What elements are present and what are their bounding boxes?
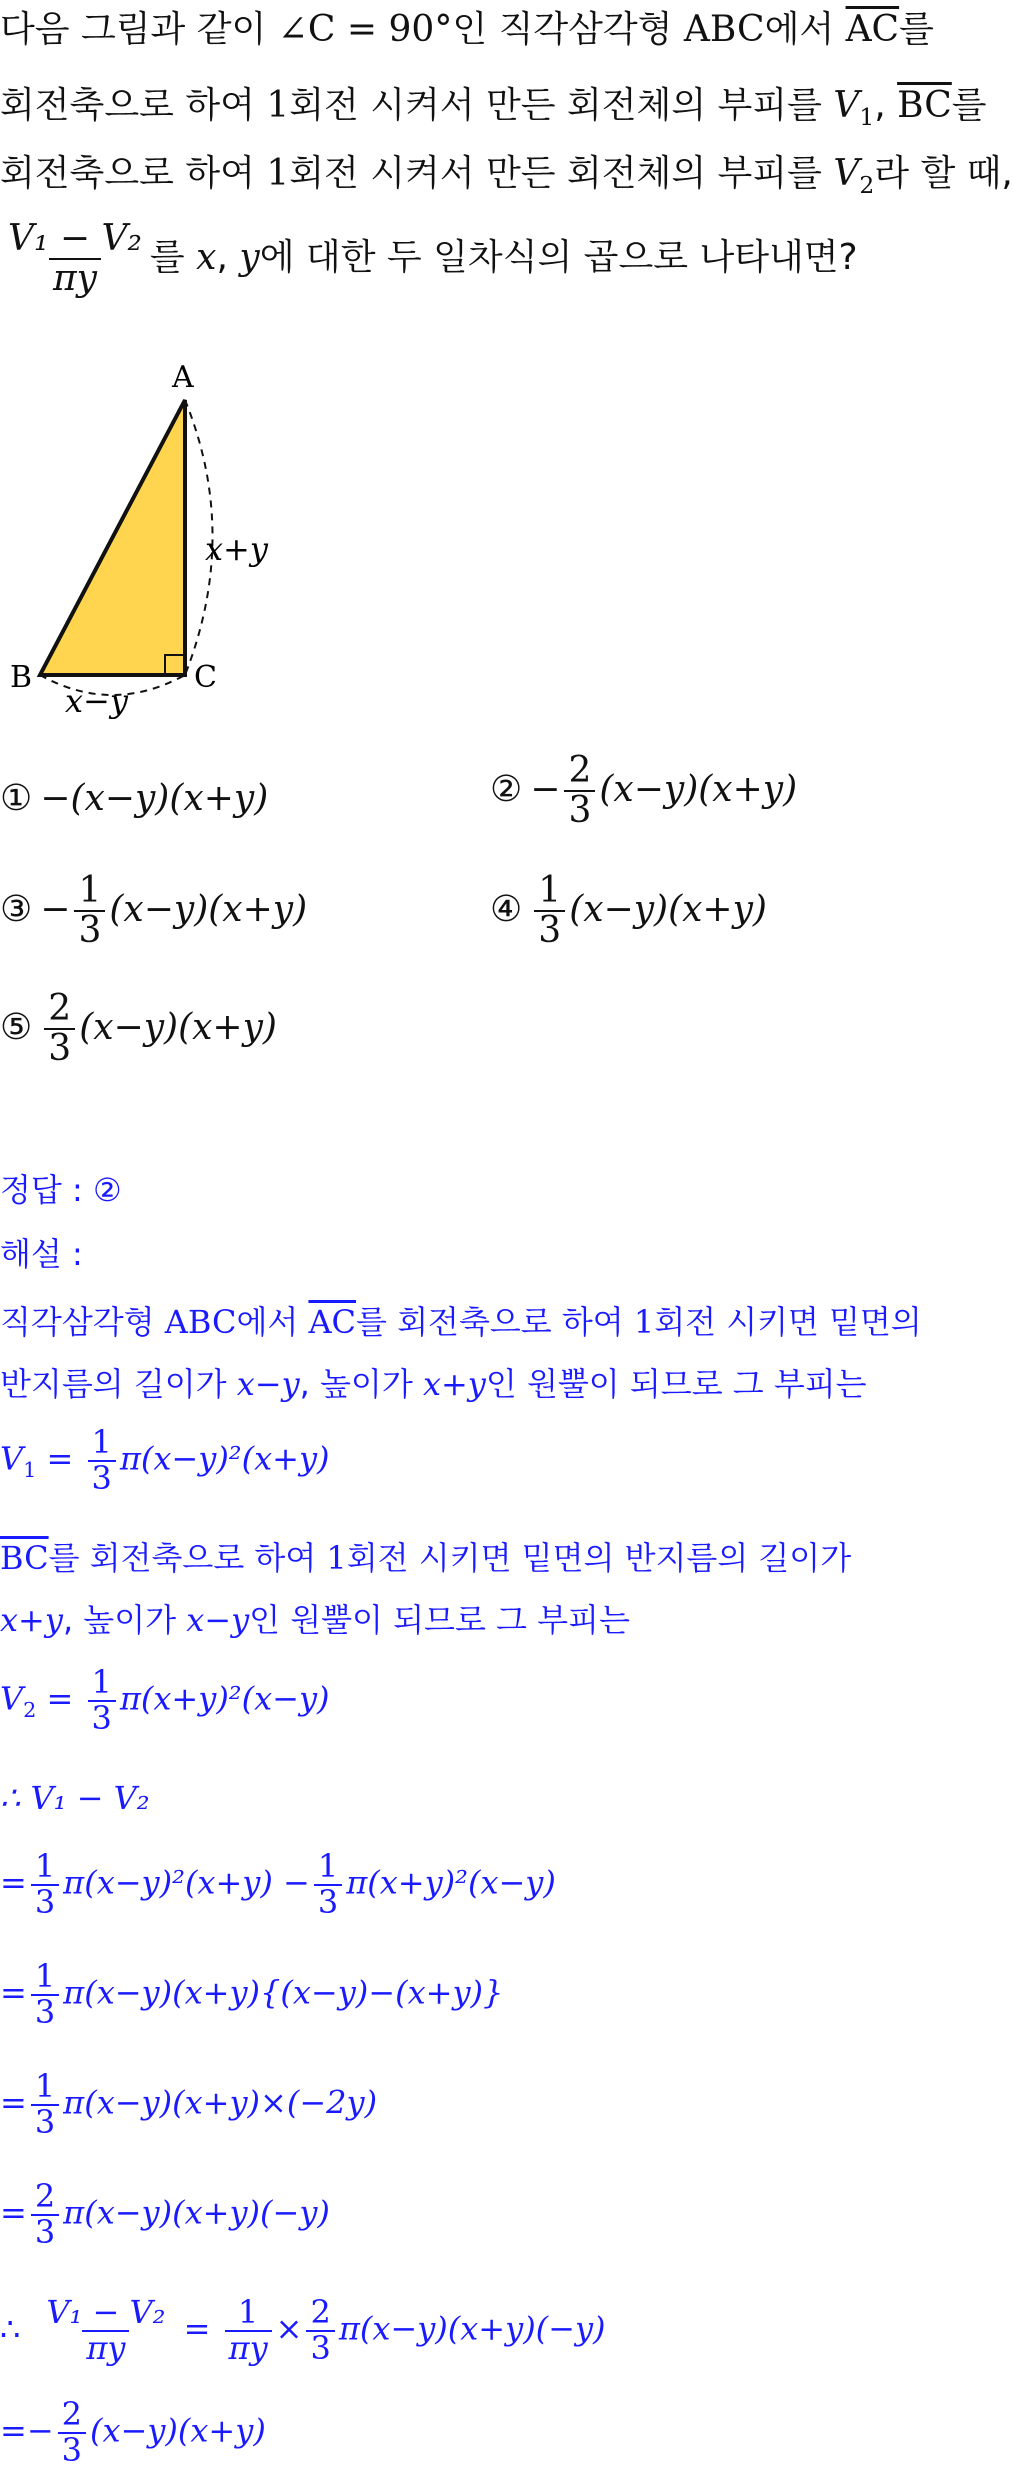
- var-x: x: [196, 236, 217, 278]
- sol-line-1: [0, 1300, 922, 1344]
- segment-ac: $\overline{AC}$: [308, 1303, 357, 1341]
- expr: π(x−y)²(x+y) −: [63, 1863, 310, 1902]
- fraction: [314, 1847, 342, 1921]
- choice-number: ②: [490, 768, 523, 810]
- choice-3[interactable]: [0, 872, 307, 950]
- den: 3: [31, 2214, 59, 2250]
- fraction: [31, 2067, 59, 2141]
- expr: π(x−y)(x+y){(x−y)−(x+y)}: [63, 1973, 504, 2012]
- therefore-v1-v2: ∴ V₁ − V₂: [0, 1779, 150, 1817]
- number: 1: [266, 153, 290, 194]
- label-c: C: [194, 660, 217, 695]
- fraction: [31, 1847, 59, 1921]
- fraction: [564, 752, 595, 830]
- den: 3: [44, 1028, 75, 1068]
- segment-bc: $\overline{BC}$: [897, 85, 952, 126]
- question-line-2: [0, 84, 987, 139]
- text: 라 할 때,: [874, 153, 1013, 194]
- sub: 1: [23, 1457, 37, 1482]
- v2: V: [0, 1679, 24, 1718]
- question-line-4: [0, 220, 858, 298]
- text: 직각삼각형: [0, 1303, 165, 1341]
- expr: x−y: [236, 1365, 300, 1403]
- choice-4[interactable]: [490, 872, 767, 950]
- number: 1: [266, 85, 290, 126]
- num: 1: [91, 1423, 112, 1461]
- choice-2[interactable]: [490, 752, 797, 830]
- label-ac: x+y: [205, 530, 268, 568]
- sol-line-5: [0, 1598, 630, 1642]
- label-a: A: [172, 360, 194, 395]
- num: 1: [538, 870, 562, 911]
- triangle-figure: [0, 355, 320, 735]
- sol-line-7: [0, 1776, 150, 1820]
- v2: V: [833, 153, 860, 194]
- fraction: [225, 2293, 272, 2367]
- num: 2: [568, 750, 592, 791]
- text: 를: [149, 236, 197, 278]
- text: 를: [951, 85, 987, 126]
- fraction-v1-v2: [4, 220, 146, 298]
- num: 1: [237, 2293, 259, 2331]
- num: 1: [78, 870, 102, 911]
- text: 회전 시키면 밑면의: [654, 1303, 922, 1341]
- comma: ,: [216, 236, 240, 278]
- text: , 높이가: [299, 1365, 423, 1403]
- eq: =: [0, 2083, 27, 2122]
- var-y: y: [239, 236, 260, 278]
- fraction: [306, 2293, 334, 2367]
- text: 회전축으로 하여: [0, 153, 267, 194]
- sol-line-9: [0, 1957, 504, 2031]
- question-line-3: [0, 152, 1013, 207]
- sol-line-4: [0, 1536, 851, 1580]
- sol-line-3: [0, 1423, 330, 1497]
- eq-neg: =−: [0, 2411, 54, 2450]
- text: 다음 그림과 같이: [0, 9, 278, 50]
- den: 3: [88, 1700, 116, 1736]
- number: 1: [326, 1539, 347, 1577]
- sol-line-13: [0, 2395, 266, 2469]
- label-b: B: [10, 660, 33, 695]
- eq: =: [0, 1863, 27, 1902]
- times: ×: [275, 2309, 303, 2348]
- answer-label: 정답 : ②: [0, 1171, 122, 1209]
- num: 1: [91, 1663, 112, 1701]
- den: 3: [314, 1884, 342, 1920]
- choice-expr: (x−y)(x+y): [569, 888, 767, 930]
- eq: =: [36, 1439, 84, 1478]
- den: 3: [564, 790, 595, 830]
- num: 1: [34, 2067, 56, 2105]
- label-bc: x−y: [65, 682, 128, 720]
- sub: 2: [23, 1697, 37, 1722]
- sol-line-6: [0, 1663, 330, 1737]
- fraction-num: V₁ − V₂: [8, 218, 142, 259]
- fraction: [58, 2395, 86, 2469]
- expr: x−y: [186, 1601, 250, 1639]
- text: , 높이가: [62, 1601, 187, 1639]
- text: 를 회전축으로 하여: [48, 1539, 327, 1577]
- choice-number: ①: [0, 778, 33, 819]
- fraction: [42, 2293, 169, 2367]
- eq: =: [0, 2193, 27, 2232]
- num: 2: [34, 2177, 56, 2215]
- fraction: [88, 1423, 116, 1497]
- number: 1: [633, 1303, 655, 1341]
- choice-expr: (x−y)(x+y): [79, 1006, 277, 1048]
- eq: =: [173, 2309, 221, 2348]
- eq: =: [0, 1973, 27, 2012]
- fraction: [534, 872, 565, 950]
- text: 인 직각삼각형: [452, 9, 684, 50]
- v1: V: [833, 85, 860, 126]
- choice-number: ④: [490, 888, 523, 930]
- den: 3: [31, 2104, 59, 2140]
- text: 회전 시키면 밑면의 반지름의 길이가: [346, 1539, 852, 1577]
- text: 를: [899, 9, 934, 50]
- expr: π(x−y)(x+y)(−y): [63, 2193, 330, 2232]
- text: 를 회전축으로 하여: [356, 1303, 634, 1341]
- text: 인 원뿔이 되므로 그 부피는: [485, 1365, 867, 1403]
- text: 회전축으로 하여: [0, 85, 267, 126]
- num: 1: [317, 1847, 339, 1885]
- choice-number: ③: [0, 888, 33, 930]
- choice-1[interactable]: [0, 778, 268, 819]
- eq: =: [36, 1679, 84, 1718]
- expr: (x−y)(x+y): [89, 2411, 266, 2450]
- angle-c: ∠C = 90°: [277, 9, 453, 50]
- den: 3: [306, 2330, 334, 2366]
- triangle-fill: [40, 400, 185, 675]
- v1-sub: 1: [859, 103, 875, 132]
- fraction: [74, 872, 105, 950]
- fraction: [31, 2177, 59, 2251]
- text: 에서: [236, 1303, 309, 1341]
- sol-line-8: [0, 1847, 556, 1921]
- den: 3: [58, 2432, 86, 2468]
- choice-expr: (x−y)(x+y): [70, 778, 269, 819]
- v2-sub: 2: [859, 171, 875, 200]
- expr: π(x+y)²(x−y): [346, 1863, 556, 1902]
- comma: ,: [874, 85, 898, 126]
- num: 2: [61, 2395, 82, 2433]
- segment-bc: $\overline{BC}$: [0, 1539, 49, 1577]
- fraction-den: πy: [49, 258, 101, 298]
- therefore: ∴: [0, 2309, 21, 2348]
- text: 회전 시켜서 만든 회전체의 부피를: [289, 153, 834, 194]
- den: 3: [31, 1994, 59, 2030]
- sol-line-11: [0, 2177, 330, 2251]
- sol-line-2: [0, 1362, 867, 1406]
- sign: −: [40, 778, 71, 819]
- question-line-1: [0, 8, 934, 52]
- sign: −: [40, 888, 71, 930]
- num: 1: [34, 1957, 56, 1995]
- triangle-abc: ABC: [683, 9, 765, 50]
- expr: x+y: [422, 1365, 486, 1403]
- text: 회전 시켜서 만든 회전체의 부피를: [289, 85, 834, 126]
- den: 3: [74, 910, 105, 950]
- fraction: [44, 990, 75, 1068]
- fraction: [88, 1663, 116, 1737]
- choice-expr: (x−y)(x+y): [599, 768, 798, 810]
- num: 2: [310, 2293, 331, 2331]
- num: 2: [48, 988, 72, 1029]
- expr: π(x+y)²(x−y): [119, 1679, 330, 1718]
- v1: V: [0, 1439, 24, 1478]
- sol-line-10: [0, 2067, 378, 2141]
- expr: π(x−y)²(x+y): [119, 1439, 330, 1478]
- den: 3: [534, 910, 565, 950]
- choice-5[interactable]: [0, 990, 277, 1068]
- choice-number: ⑤: [0, 1006, 33, 1048]
- den: 3: [31, 1884, 59, 1920]
- sol-line-12: [0, 2293, 606, 2367]
- expr: x+y: [0, 1601, 63, 1639]
- text: 에 대한 두 일차식의 곱으로 나타내면?: [259, 236, 858, 278]
- choice-expr: (x−y)(x+y): [109, 888, 308, 930]
- fraction: [31, 1957, 59, 2031]
- segment-ac: $\overline{AC}$: [845, 9, 900, 50]
- text: 반지름의 길이가: [0, 1365, 237, 1403]
- den: πy: [225, 2330, 272, 2366]
- expr: π(x−y)(x+y)(−y): [338, 2309, 606, 2348]
- sign: −: [530, 768, 561, 810]
- expr: π(x−y)(x+y)×(−2y): [63, 2083, 378, 2122]
- text: 인 원뿔이 되므로 그 부피는: [249, 1601, 630, 1639]
- abc: ABC: [164, 1303, 237, 1341]
- num: V₁ − V₂: [46, 2293, 166, 2331]
- den: πy: [82, 2330, 129, 2366]
- explain-label: 해설 :: [0, 1235, 83, 1273]
- den: 3: [88, 1460, 116, 1496]
- text: 에서: [764, 9, 846, 50]
- num: 1: [34, 1847, 56, 1885]
